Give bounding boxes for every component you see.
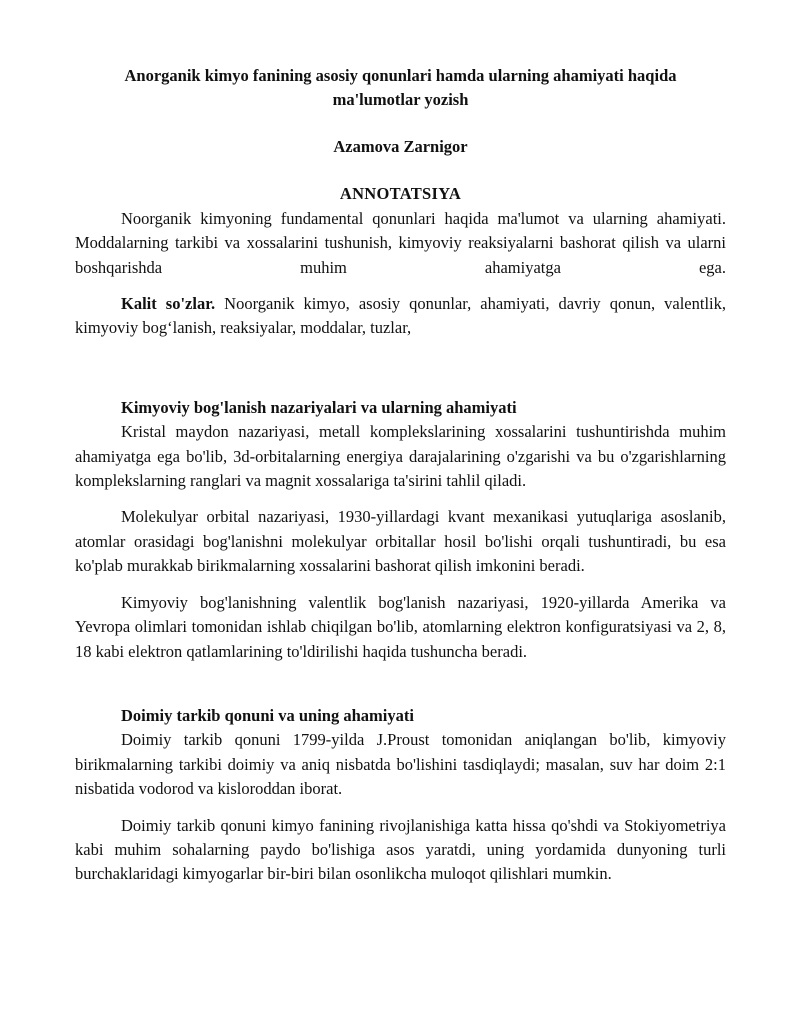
- section2-paragraph-1: Doimiy tarkib qonuni 1799-yilda J.Proust tomonidan aniqlangan bo'lib, kimyoviy birikmalarning tarkibi doimiy va aniq nisbatda bo'lishini tasdiqlaydi; masalan, suv har doim 2:1 nisbatida vodorod va kisloroddan iborat.: [75, 730, 726, 799]
- title-line-2: ma'lumotlar yozish: [332, 90, 469, 109]
- title-line-1: Anorganik kimyo fanining asosiy qonunlari hamda ularning ahamiyati haqida: [124, 66, 677, 85]
- annotation-heading: ANNOTATSIYA: [339, 184, 462, 204]
- section1-paragraph-1: Kristal maydon nazariyasi, metall komplekslarining xossalarini tushuntirishda muhim ahamiyatga ega bo'lib, 3d-orbitalarning energiya darajalarining o'zgarishi va bu o'zgarishlarning komplekslarning ranglari va magnit xossalariga ta'sirini tahlil qiladi.: [75, 422, 726, 491]
- annotation-text: Noorganik kimyoning fundamental qonunlari haqida ma'lumot va ularning ahamiyati. Moddalarning tarkibi va xossalarini tushunish, kimyoviy reaksiyalarni bashorat qilish va ularni boshqarishda muhim ahamiyatga ega.: [75, 208, 726, 277]
- author-name: Azamova Zarnigor: [333, 137, 468, 156]
- document-page: [75, 64, 726, 887]
- section2-paragraph-2: Doimiy tarkib qonuni kimyo fanining rivojlanishiga katta hissa qo'shdi va Stokiyometriya kabi muhim sohalarning paydo bo'lishiga asos yaratdi, uning yordamida dunyoning turli burchaklaridagi kimyogarlar bir-biri bilan osonlikcha muloqot qilishlari mumkin.: [75, 815, 726, 884]
- section1-paragraph-2: Molekulyar orbital nazariyasi, 1930-yillardagi kvant mexanikasi yutuqlariga asoslanib, atomlar orasidagi bog'lanishni molekulyar orbitallar hosil bo'lishi orqali tushuntiradi, bu esa ko'plab murakkab birikmalarning xossalarini bashorat qilish imkonini beradi.: [75, 507, 726, 576]
- document-title: [75, 64, 726, 112]
- section1-paragraph-3: Kimyoviy bog'lanishning valentlik bog'lanish nazariyasi, 1920-yillarda Amerika va Yevropa olimlari tomonidan ishlab chiqilgan bo'lib, atomlarning elektron konfiguratsiyasi va 2, 8, 18 kabi elektron qatlamlarining to'ldirilishi haqida tushuncha beradi.: [75, 592, 726, 661]
- keywords-label: Kalit so'zlar.: [121, 294, 216, 314]
- section-heading-constant-composition: Doimiy tarkib qonuni va uning ahamiyati: [121, 705, 414, 725]
- keywords-text: Noorganik kimyo, asosiy qonunlar, ahamiyati, davriy qonun, valentlik, kimyoviy bog‘lanish, reaksiyalar, moddalar, tuzlar,: [75, 294, 726, 338]
- section-heading-bonding: Kimyoviy bog'lanish nazariyalari va ularning ahamiyati: [121, 397, 517, 417]
- keywords-paragraph: [75, 292, 726, 341]
